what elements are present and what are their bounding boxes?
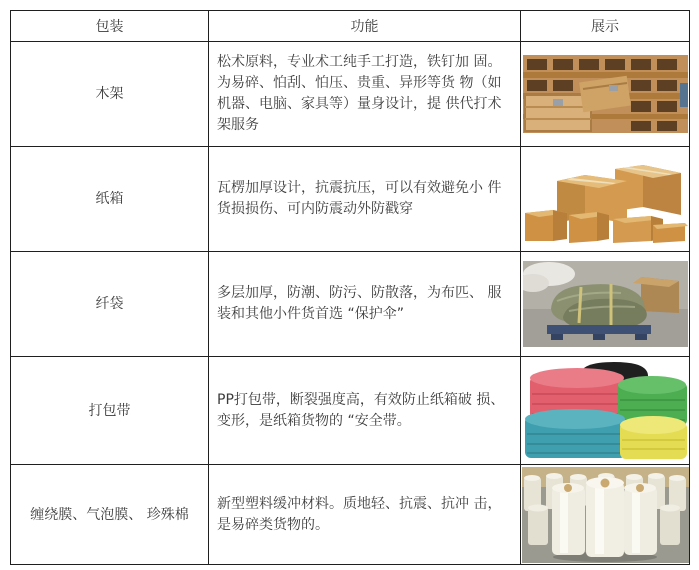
packaging-table-container [10,10,690,565]
function-text: 瓦楞加厚设计，抗震抗压，可以有效避免小 件货损损伤、可内防震动外防戳穿 [209,147,521,252]
carton-boxes-photo [523,153,688,245]
packaging-name: 木架 [11,42,209,147]
table-row-fiber-bag [11,252,690,357]
function-text: 新型塑料缓冲材料。质地轻、抗震、抗冲 击，是易碎类货物的。 [209,465,521,565]
stretch-film-rolls-photo [522,467,689,563]
strap-rolls-photo [522,362,689,460]
table-row-wood-crate [11,42,690,147]
display-cell [521,42,690,147]
packaging-name: 打包带 [11,357,209,465]
display-cell [521,357,690,465]
display-cell [521,465,690,565]
fiber-bags-photo [523,261,688,347]
table-row-stretch-film [11,465,690,565]
display-cell [521,147,690,252]
header-row [11,11,690,42]
function-text: 松术原料，专业术工纯手工打造，铁钉加 固。为易碎、怕刮、怕压、贵重、异形等货 物（如机器、电脑、家具等）量身设计，提 供代打术架服务 [209,42,521,147]
table-row-strap [11,357,690,465]
function-text: PP打包带，断裂强度高，有效防止纸箱破 损、变形，是纸箱货物的 “安全带。 [209,357,521,465]
header-display: 展示 [521,11,690,42]
table-row-carton [11,147,690,252]
function-text: 多层加厚，防潮、防污、防散落，为布匹、 服装和其他小件货首选 “保护伞” [209,252,521,357]
packaging-name: 缠绕膜、气泡膜、 珍殊棉 [11,465,209,565]
packaging-name: 纸箱 [11,147,209,252]
wood-crate-photo [523,55,688,133]
header-packaging: 包装 [11,11,209,42]
packaging-name: 纤袋 [11,252,209,357]
header-function: 功能 [209,11,521,42]
display-cell [521,252,690,357]
packaging-table [10,10,690,565]
